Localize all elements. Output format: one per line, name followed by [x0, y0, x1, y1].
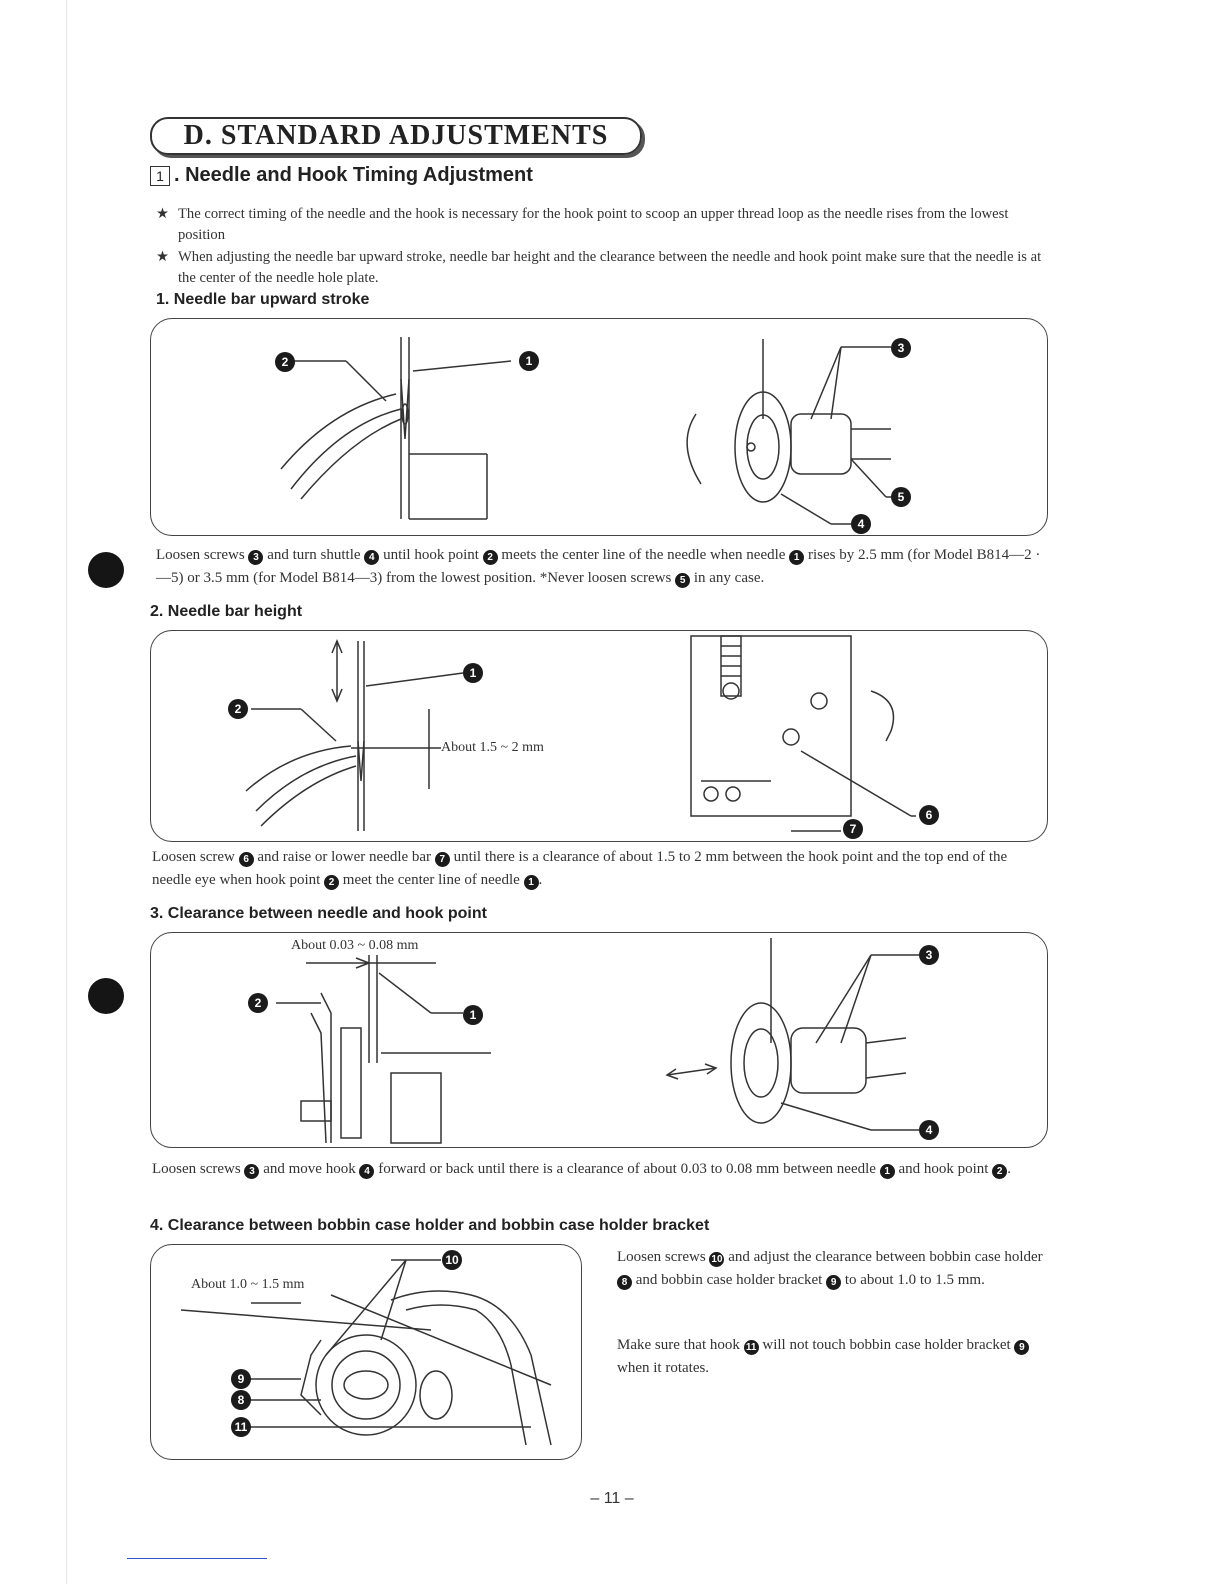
page-edge	[66, 0, 67, 1584]
callout-marker: 4	[851, 514, 871, 534]
needle-clearance-diagram	[151, 933, 1047, 1147]
callout-marker: 7	[843, 819, 863, 839]
callout-marker: 1	[463, 663, 483, 683]
marker: 1	[524, 875, 539, 890]
subsection-heading: 3. Clearance between needle and hook point	[150, 905, 487, 922]
marker: 1	[789, 550, 804, 565]
callout-marker: 10	[442, 1250, 462, 1270]
subsection-heading: 2. Needle bar height	[150, 603, 303, 620]
section-banner	[150, 117, 642, 155]
marker: 1	[880, 1164, 895, 1179]
marker: 9	[1014, 1340, 1029, 1355]
marker: 11	[744, 1340, 759, 1355]
star-icon: ★	[156, 206, 170, 222]
callout-marker: 9	[231, 1369, 251, 1389]
dimension-label: About 0.03 ~ 0.08 mm	[291, 938, 419, 953]
paragraph-needle-clearance: Loosen screws 3 and move hook 4 forward or back until there is a clearance of about 0.03 to 0.08 mm between needle 1 and hook point 2 .	[152, 1161, 1011, 1177]
marker: 7	[435, 852, 450, 867]
section-title	[150, 164, 533, 187]
bullet-item	[156, 247, 1046, 289]
dimension-label: About 1.0 ~ 1.5 mm	[191, 1277, 305, 1292]
callout-marker: 2	[228, 699, 248, 719]
section-banner-text: D. STANDARD ADJUSTMENTS	[183, 120, 609, 151]
callout-marker: 3	[891, 338, 911, 358]
paragraph-bobbin-clearance: Loosen screws 10 and adjust the clearance between bobbin case holder 8 and bobbin case holder bracket 9 to about 1.0 to 1.5 mm.	[617, 1249, 1043, 1288]
figure-needle-hook-clearance	[150, 932, 1048, 1148]
paragraph-needle-stroke: Loosen screws 3 and turn shuttle 4 until hook point 2 meets the center line of the needle when needle 1 rises by 2.5 mm (for Model B814—2 · —5) or 3.5 mm (for Model B814—3) from the lowest position. *Never loosen screws 5 in any case.	[156, 547, 1041, 586]
figure-bobbin-clearance	[150, 1244, 582, 1460]
binder-hole	[88, 552, 124, 588]
marker: 8	[617, 1275, 632, 1290]
bottom-rule	[127, 1558, 267, 1559]
section-title-text: . Needle and Hook Timing Adjustment	[174, 164, 533, 186]
callout-marker: 5	[891, 487, 911, 507]
marker: 10	[711, 1254, 723, 1265]
figure-needle-bar-stroke	[150, 318, 1048, 536]
callout-marker: 1	[519, 351, 539, 371]
subsection-heading: 4. Clearance between bobbin case holder and bobbin case holder bracket	[150, 1217, 710, 1234]
marker: 3	[244, 1164, 259, 1179]
section-number-box: 1	[150, 166, 170, 186]
marker: 2	[483, 550, 498, 565]
bullet-item	[156, 204, 1046, 246]
star-icon: ★	[156, 249, 170, 265]
callout-marker: 1	[463, 1005, 483, 1025]
callout-marker: 4	[919, 1120, 939, 1140]
binder-hole	[88, 978, 124, 1014]
figure-needle-bar-height	[150, 630, 1048, 842]
bullet-text: When adjusting the needle bar upward stroke, needle bar height and the clearance between the needle and hook point make sure that the needle is at the center of the needle hole plate.	[178, 249, 1042, 286]
callout-marker: 11	[231, 1417, 251, 1437]
subsection-heading: 1. Needle bar upward stroke	[156, 291, 370, 308]
callout-marker: 3	[919, 945, 939, 965]
bullet-text: The correct timing of the needle and the hook is necessary for the hook point to scoop an upper thread loop as the needle rises from the lowest position	[178, 206, 1009, 243]
callout-marker: 2	[275, 352, 295, 372]
marker: 2	[992, 1164, 1007, 1179]
callout-marker: 2	[248, 993, 268, 1013]
marker: 4	[364, 550, 379, 565]
marker: 6	[239, 852, 254, 867]
dimension-label: About 1.5 ~ 2 mm	[441, 740, 544, 755]
marker: 9	[826, 1275, 841, 1290]
marker: 3	[248, 550, 263, 565]
needle-height-diagram	[151, 631, 1047, 841]
marker: 2	[324, 875, 339, 890]
marker: 5	[675, 573, 690, 588]
paragraph-hook-note: Make sure that hook 11 will not touch bobbin case holder bracket 9 when it rotates.	[617, 1334, 1047, 1380]
marker: 4	[359, 1164, 374, 1179]
paragraph-needle-height: Loosen screw 6 and raise or lower needle bar 7 until there is a clearance of about 1.5 to 2 mm between the hook point and the top end of the needle eye when hook point 2 meet the center line of needle 1 .	[152, 849, 1008, 888]
callout-marker: 8	[231, 1390, 251, 1410]
page-number: – 11 –	[590, 1490, 634, 1507]
callout-marker: 6	[919, 805, 939, 825]
